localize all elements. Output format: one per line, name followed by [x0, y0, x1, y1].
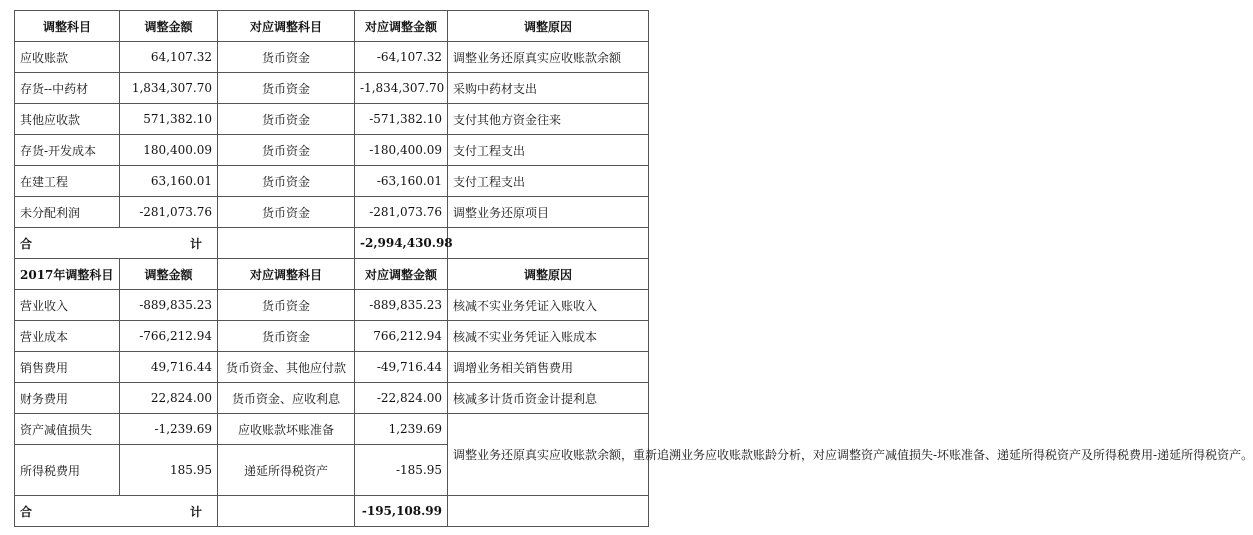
table-cell: 在建工程	[15, 166, 120, 197]
table-cell: 资产减值损失	[15, 414, 120, 445]
table-cell: 64,107.32	[120, 42, 218, 73]
table-cell: -571,382.10	[355, 104, 448, 135]
table-row	[15, 135, 649, 166]
table-cell: 货币资金、其他应付款	[218, 352, 355, 383]
table-cell: 货币资金	[218, 321, 355, 352]
total-label-b: 计	[189, 504, 202, 519]
table-cell: 销售费用	[15, 352, 120, 383]
table-row	[15, 414, 649, 445]
total-row	[15, 228, 649, 259]
total-label	[15, 228, 218, 259]
header-cell: 对应调整金额	[355, 11, 448, 42]
table-cell: 调增业务相关销售费用	[448, 352, 649, 383]
table-header-row	[15, 259, 649, 290]
table-cell: -889,835.23	[355, 290, 448, 321]
table-cell: 货币资金	[218, 73, 355, 104]
table-cell: 支付其他方资金往来	[448, 104, 649, 135]
table-cell: -180,400.09	[355, 135, 448, 166]
table-cell: 货币资金	[218, 197, 355, 228]
table-cell: -64,107.32	[355, 42, 448, 73]
header-cell: 调整金额	[120, 11, 218, 42]
table-cell: -49,716.44	[355, 352, 448, 383]
table-cell: -1,239.69	[120, 414, 218, 445]
header-cell: 对应调整科目	[218, 11, 355, 42]
table-cell: -22,824.00	[355, 383, 448, 414]
table-header-row	[15, 11, 649, 42]
table-row	[15, 197, 649, 228]
total-label-a: 合	[20, 236, 33, 251]
table-cell: -185.95	[355, 445, 448, 496]
table-cell: 其他应收款	[15, 104, 120, 135]
table-cell: 存货-开发成本	[15, 135, 120, 166]
table-cell: 货币资金	[218, 166, 355, 197]
table-cell: -281,073.76	[120, 197, 218, 228]
header-cell: 调整原因	[448, 11, 649, 42]
table-cell: -281,073.76	[355, 197, 448, 228]
header-cell: 调整金额	[120, 259, 218, 290]
table-cell: 核减多计货币资金计提利息	[448, 383, 649, 414]
table-cell: 货币资金	[218, 42, 355, 73]
table-cell: 180,400.09	[120, 135, 218, 166]
table-row	[15, 290, 649, 321]
total-row	[15, 496, 649, 527]
table-cell: 1,834,307.70	[120, 73, 218, 104]
table-cell: 766,212.94	[355, 321, 448, 352]
table-row	[15, 42, 649, 73]
table-cell: 货币资金、应收利息	[218, 383, 355, 414]
total-label-b: 计	[189, 236, 202, 251]
table-cell	[448, 228, 649, 259]
total-label	[15, 496, 218, 527]
table-cell: 调整业务还原真实应收账款余额	[448, 42, 649, 73]
merged-reason-cell: 调整业务还原真实应收账款余额，重新追溯业务应收账款账龄分析，对应调整资产减值损失-坏账准备、递延所得税资产及所得税费用-递延所得税资产。	[448, 414, 649, 496]
table-row	[15, 104, 649, 135]
table-row	[15, 383, 649, 414]
table-cell: 货币资金	[218, 135, 355, 166]
total-amount: -195,108.99	[355, 496, 448, 527]
table-cell: 支付工程支出	[448, 166, 649, 197]
table-cell: 49,716.44	[120, 352, 218, 383]
table-cell: 未分配利润	[15, 197, 120, 228]
table-cell: 应收账款	[15, 42, 120, 73]
header-cell: 调整原因	[448, 259, 649, 290]
table-cell: 571,382.10	[120, 104, 218, 135]
adjustment-table	[14, 10, 1253, 527]
table-cell: 营业收入	[15, 290, 120, 321]
table-cell	[218, 496, 355, 527]
table-cell: 营业成本	[15, 321, 120, 352]
table-cell: 支付工程支出	[448, 135, 649, 166]
table-cell: 财务费用	[15, 383, 120, 414]
table-cell: 核减不实业务凭证入账收入	[448, 290, 649, 321]
table-row	[15, 352, 649, 383]
table-row	[15, 166, 649, 197]
table-row	[15, 321, 649, 352]
table-cell: 63,160.01	[120, 166, 218, 197]
table-cell: 所得税费用	[15, 445, 120, 496]
table-cell	[448, 496, 649, 527]
header-cell: 调整科目	[15, 11, 120, 42]
table-cell: 1,239.69	[355, 414, 448, 445]
table-cell: -889,835.23	[120, 290, 218, 321]
table-cell: 22,824.00	[120, 383, 218, 414]
table-cell: 货币资金	[218, 290, 355, 321]
table-cell: -766,212.94	[120, 321, 218, 352]
table-cell: 核减不实业务凭证入账成本	[448, 321, 649, 352]
table-cell: 存货--中药材	[15, 73, 120, 104]
header-cell: 对应调整金额	[355, 259, 448, 290]
table-cell: 调整业务还原项目	[448, 197, 649, 228]
table-cell: 递延所得税资产	[218, 445, 355, 496]
table-cell: 采购中药材支出	[448, 73, 649, 104]
table-cell: 货币资金	[218, 104, 355, 135]
header-cell: 对应调整科目	[218, 259, 355, 290]
total-amount: -2,994,430.98	[355, 228, 448, 259]
table-row	[15, 73, 649, 104]
table-cell: -63,160.01	[355, 166, 448, 197]
table-cell: -1,834,307.70	[355, 73, 448, 104]
table-cell: 185.95	[120, 445, 218, 496]
total-label-a: 合	[20, 504, 33, 519]
table-cell	[218, 228, 355, 259]
header-cell: 2017年调整科目	[15, 259, 120, 290]
table-cell: 应收账款坏账准备	[218, 414, 355, 445]
